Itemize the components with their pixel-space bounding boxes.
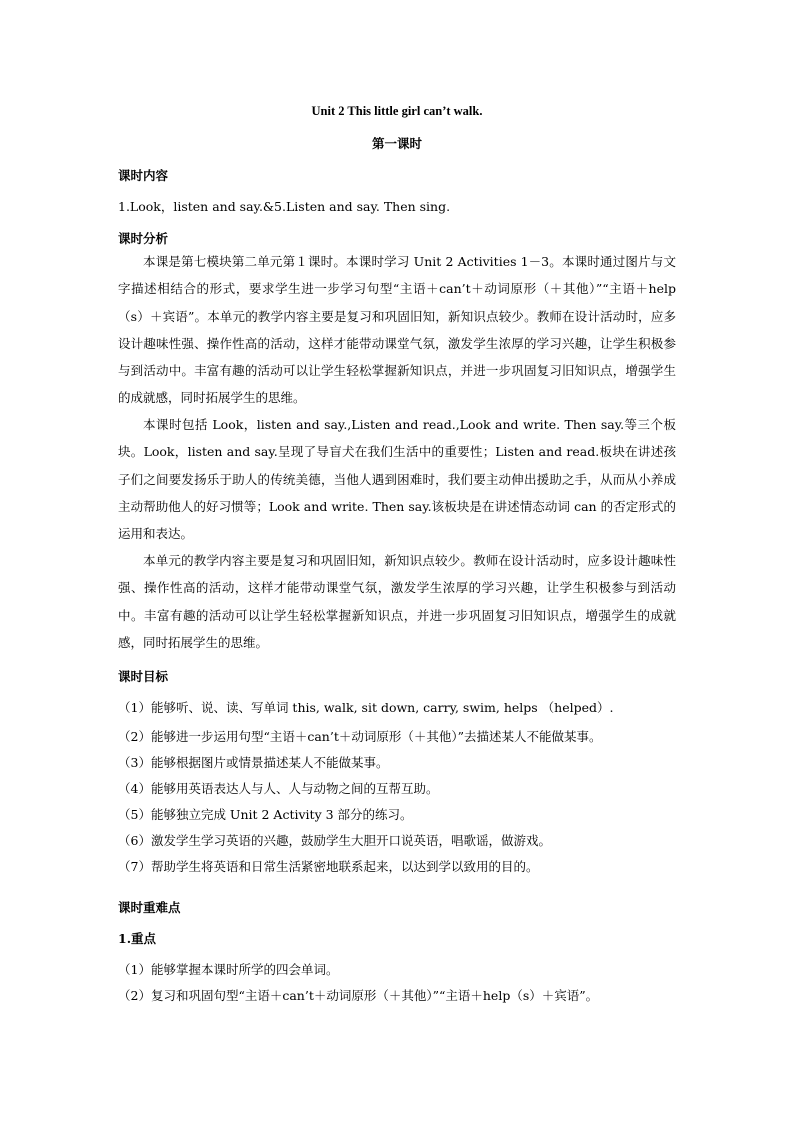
goal-item: （7）帮助学生将英语和日常生活紧密地联系起来，以达到学以致用的目的。: [118, 859, 539, 874]
analysis-paragraph-2: 本课时包括 Look，listen and say.,Listen and read.,Look and write. Then say.等三个板块。Look，listen and say.呈现了导盲犬在我们生活中的重要性；Listen and read.板块在讲述孩子们之间要发扬乐于助人的传统美德，当他人遇到困难时，我们要主动伸出援助之手，从而从小养成主动帮助他人的好习惯等；Look and write. Then say.该板块是在讲述情态动词 can 的否定形式的运用和表达。: [118, 417, 676, 542]
goals-list: [118, 698, 678, 883]
section-heading-key-points: 课时重难点: [118, 900, 181, 915]
document-title: Unit 2 This little girl can’t walk.: [311, 104, 483, 118]
lesson-subtitle: 第一课时: [371, 137, 422, 151]
subheading-key: 1.重点: [118, 931, 157, 946]
section-heading-analysis: 课时分析: [118, 231, 169, 246]
goal-item: （3）能够根据图片或情景描述某人不能做某事。: [118, 755, 389, 770]
analysis-paragraph-3: 本单元的教学内容主要是复习和巩固旧知，新知识点较少。教师在设计活动时，应多设计趣味性强、操作性高的活动，这样才能带动课堂气氛，激发学生浓厚的学习兴趣，让学生积极参与到活动中。丰富有趣的活动可以让学生轻松掌握新知识点，并进一步巩固复习旧知识点，增强学生的成就感，同时拓展学生的思维。: [118, 553, 676, 650]
analysis-paragraph-1: 本课是第七模块第二单元第１课时。本课时学习 Unit 2 Activities 1－3。本课时通过图片与文字描述相结合的形式，要求学生进一步学习句型“主语＋can’t＋动词原形（＋其他）”“主语＋help（s）＋宾语”。本单元的教学内容主要是复习和巩固旧知，新知识点较少。教师在设计活动时，应多设计趣味性强、操作性高的活动，这样才能带动课堂气氛，激发学生浓厚的学习兴趣，让学生积极参与到活动中。丰富有趣的活动可以让学生轻松掌握新知识点，并进一步巩固复习旧知识点，增强学生的成就感，同时拓展学生的思维。: [118, 254, 676, 406]
goal-item: （1）能够听、说、读、写单词 this, walk, sit down, carry, swim, helps （helped）.: [118, 700, 614, 715]
section-heading-content: 课时内容: [118, 168, 169, 183]
key-point-item: （2）复习和巩固句型“主语＋can’t＋动词原形（＋其他）”“主语＋help（s）＋宾语”。: [118, 988, 599, 1003]
key-points-list: [118, 960, 678, 1012]
content-line: 1.Look，listen and say.&5.Listen and say. Then sing.: [118, 199, 451, 214]
goal-item: （5）能够独立完成 Unit 2 Activity 3 部分的练习。: [118, 807, 413, 822]
goal-item: （4）能够用英语表达人与人、人与动物之间的互帮互助。: [118, 781, 439, 796]
key-point-item: （1）能够掌握本课时所学的四会单词。: [118, 962, 339, 977]
goal-item: （6）激发学生学习英语的兴趣，鼓励学生大胆开口说英语，唱歌谣，做游戏。: [118, 833, 551, 848]
section-heading-goals: 课时目标: [118, 669, 169, 684]
goal-item: （2）能够进一步运用句型“主语＋can’t＋动词原形（＋其他）”去描述某人不能做某事。: [118, 729, 602, 744]
